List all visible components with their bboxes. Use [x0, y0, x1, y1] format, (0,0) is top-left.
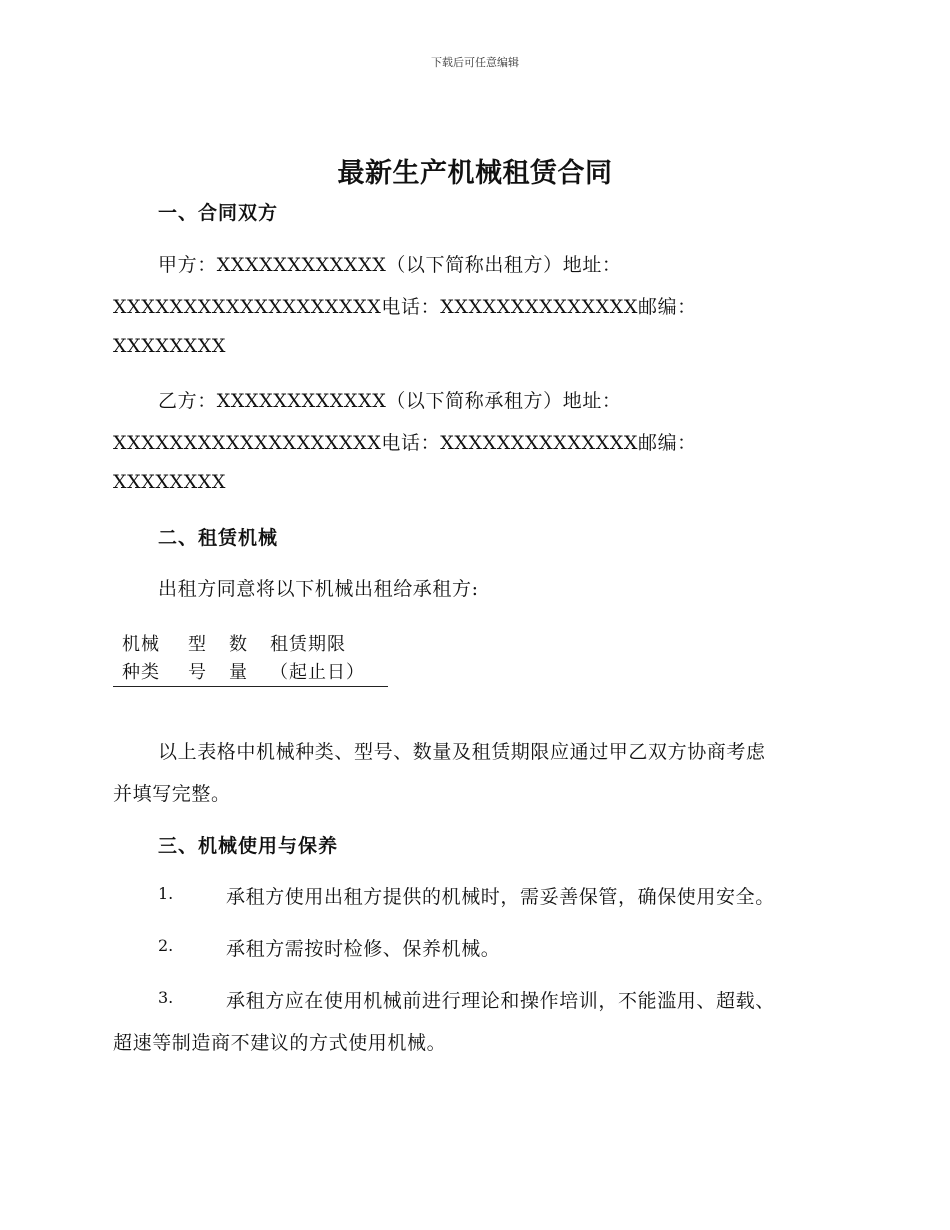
- list-item-continuation: 超速等制造商不建议的方式使用机械。: [113, 1032, 447, 1054]
- table-header-cell: 机械: [122, 634, 160, 655]
- list-item-text: 承租方需按时检修、保养机械。: [226, 938, 501, 960]
- table-header-cell: 量: [229, 662, 248, 683]
- party-b-line2: XXXXXXXXXXXXXXXXXXX电话：XXXXXXXXXXXXXX邮编：: [113, 432, 697, 454]
- section1-heading: 一、合同双方: [158, 202, 279, 224]
- list-item-text: 承租方使用出租方提供的机械时，需妥善保管，确保使用安全。: [226, 886, 775, 908]
- party-b-line1: 乙方：XXXXXXXXXXXX（以下简称承租方）地址：: [158, 390, 622, 412]
- table-header-cell: 数: [229, 634, 248, 655]
- table-note-line2: 并填写完整。: [113, 783, 231, 805]
- header-note: 下载后可任意编辑: [431, 56, 519, 69]
- table-note-line1: 以上表格中机械种类、型号、数量及租赁期限应通过甲乙双方协商考虑: [158, 741, 766, 763]
- table-header-cell: 型: [188, 634, 207, 655]
- list-item-text: 承租方应在使用机械前进行理论和操作培训，不能滥用、超载、: [226, 990, 775, 1012]
- document-title: 最新生产机械租赁合同: [337, 158, 613, 189]
- table-header-cell: 号: [188, 662, 207, 683]
- list-item-number: 3.: [158, 988, 174, 1007]
- machine-table-header: [113, 628, 388, 687]
- party-b-line3: XXXXXXXX: [113, 471, 227, 493]
- table-header-cell: 种类: [122, 662, 160, 683]
- table-header-cell: 租赁期限: [270, 634, 346, 655]
- table-header-cell: （起止日）: [270, 662, 365, 683]
- section2-intro: 出租方同意将以下机械出租给承租方:: [158, 578, 479, 600]
- list-item-number: 1.: [158, 884, 174, 903]
- section3-heading: 三、机械使用与保养: [158, 835, 339, 857]
- section2-heading: 二、租赁机械: [158, 527, 279, 549]
- party-a-line1: 甲方：XXXXXXXXXXXX（以下简称出租方）地址：: [158, 254, 622, 276]
- party-a-line2: XXXXXXXXXXXXXXXXXXX电话：XXXXXXXXXXXXXX邮编：: [113, 296, 697, 318]
- list-item-number: 2.: [158, 936, 174, 955]
- party-a-line3: XXXXXXXX: [113, 335, 227, 357]
